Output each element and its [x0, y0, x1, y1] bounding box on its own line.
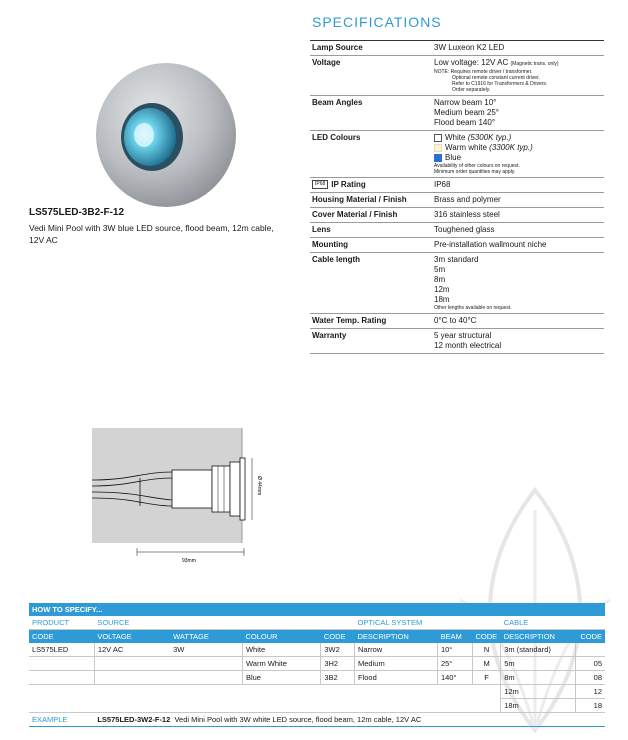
beam-angle: Medium beam 25° — [434, 108, 500, 117]
col-beam: BEAM — [437, 630, 472, 644]
spec-label: Water Temp. Rating — [312, 316, 387, 325]
colour-white: White — [445, 133, 466, 142]
example-content — [94, 713, 605, 727]
col-beam-code: CODE — [473, 630, 501, 644]
group-optical-system: OPTICAL SYSTEM — [355, 616, 501, 630]
spec-label: Lamp Source — [312, 43, 363, 52]
cable-length: 3m standard — [434, 255, 479, 264]
cell-cable-code — [575, 643, 605, 657]
cell-voltage — [94, 657, 170, 671]
spec-value — [432, 253, 604, 314]
table-row — [29, 657, 605, 671]
cable-length: 8m — [434, 275, 446, 284]
cell-cable: 12m — [501, 685, 575, 699]
blue-swatch-icon — [434, 154, 442, 162]
spec-label: Voltage — [312, 58, 341, 67]
spec-row-housing — [310, 193, 604, 208]
colour-note: Availability of other colours on request. — [434, 163, 520, 169]
group-product: PRODUCT — [29, 616, 94, 630]
spec-row-voltage — [310, 56, 604, 96]
warranty-item: 12 month electrical — [434, 341, 502, 350]
col-voltage: VOLTAGE — [94, 630, 170, 644]
cell-colour: Warm White — [242, 657, 320, 671]
colour-blue: Blue — [445, 153, 462, 162]
cell-optic: Narrow — [355, 643, 438, 657]
spec-row-led-colours — [310, 131, 604, 178]
cell-product — [29, 671, 94, 685]
col-description: DESCRIPTION — [355, 630, 438, 644]
voltage-note: Refer to C1916 for Transformers & Drivers. — [452, 81, 548, 87]
voltage-value: Low voltage: 12V AC — [434, 58, 509, 67]
spec-value: 0°C to 40°C — [434, 316, 477, 325]
colour-warm-white: Warm white — [445, 143, 487, 152]
specifications-table — [310, 40, 604, 354]
example-label: EXAMPLE — [29, 713, 94, 727]
cell-colour-code: 3W2 — [321, 643, 349, 657]
cell-voltage — [94, 671, 170, 685]
how-to-specify-title: HOW TO SPECIFY... — [29, 603, 605, 616]
cell-beam-code: M — [473, 657, 501, 671]
how-to-specify-title-row — [29, 603, 605, 616]
example-row — [29, 713, 605, 727]
cell-beam-code: N — [473, 643, 501, 657]
cell-colour-code: 3B2 — [321, 671, 349, 685]
cable-length: 18m — [434, 295, 450, 304]
column-header-row — [29, 630, 605, 644]
colour-warm-note: (3300K typ.) — [489, 143, 533, 152]
col-cable-description: DESCRIPTION — [501, 630, 575, 644]
example-text: Vedi Mini Pool with 3W white LED source, flood beam, 12m cable, 12V AC — [174, 715, 422, 724]
col-wattage: WATTAGE — [170, 630, 242, 644]
cell-cable-code: 08 — [575, 671, 605, 685]
beam-angle: Narrow beam 10° — [434, 98, 497, 107]
spec-label: Cover Material / Finish — [312, 210, 398, 219]
table-row — [29, 643, 605, 657]
spec-row-cable — [310, 253, 604, 314]
spec-value: Brass and polymer — [434, 195, 501, 204]
cell-colour: Blue — [242, 671, 320, 685]
cell-cable-code: 05 — [575, 657, 605, 671]
spec-row-lamp-source — [310, 41, 604, 56]
spec-value: Toughened glass — [434, 225, 495, 234]
beam-angle: Flood beam 140° — [434, 118, 496, 127]
spec-label: Cable length — [312, 255, 361, 264]
table-row — [29, 685, 605, 699]
spec-label: Lens — [312, 225, 331, 234]
spec-row-warranty — [310, 329, 604, 354]
spec-row-ip-rating — [310, 178, 604, 193]
cable-length: 5m — [434, 265, 446, 274]
cable-note: Other lengths available on request. — [434, 305, 512, 311]
cell-beam-code: F — [473, 671, 501, 685]
cell-voltage: 12V AC — [94, 643, 170, 657]
spec-value — [432, 56, 604, 96]
spec-value: IP68 — [434, 180, 451, 189]
voltage-value-note: (Magnetic trans. only) — [510, 61, 559, 67]
cell-wattage — [170, 657, 242, 671]
cell-beam: 25° — [437, 657, 472, 671]
spec-row-lens — [310, 223, 604, 238]
warm-white-swatch-icon — [434, 144, 442, 152]
cell-product: LS575LED — [29, 643, 94, 657]
spec-value — [432, 131, 604, 178]
cell-product — [29, 657, 94, 671]
cell-optic: Flood — [355, 671, 438, 685]
cell-cable: 3m (standard) — [501, 643, 575, 657]
spec-value: 316 stainless steel — [434, 210, 500, 219]
ip-rating-label: IP Rating — [331, 180, 366, 189]
product-photo — [88, 55, 248, 215]
diameter-dimension-label: Ø 44mm — [256, 476, 262, 496]
group-header-row — [29, 616, 605, 630]
ip68-badge-icon: IP68 — [312, 180, 328, 189]
spec-value: 3W Luxeon K2 LED — [434, 43, 505, 52]
product-description: Vedi Mini Pool with 3W blue LED source, flood beam, 12m cable, 12V AC — [29, 223, 274, 245]
example-code: LS575LED-3W2-F-12 — [97, 715, 171, 724]
cell-cable: 5m — [501, 657, 575, 671]
cell-cable: 8m — [501, 671, 575, 685]
spec-label: Beam Angles — [312, 98, 363, 107]
spec-label: LED Colours — [312, 133, 361, 142]
spec-value — [432, 329, 604, 354]
spec-value — [432, 96, 604, 131]
dimension-diagram — [92, 428, 272, 576]
cell-cable-code: 18 — [575, 699, 605, 713]
cell-cable-code: 12 — [575, 685, 605, 699]
cell-wattage: 3W — [170, 643, 242, 657]
colour-white-note: (5300K typ.) — [467, 133, 512, 142]
voltage-note: Optional remote constant current driver. — [452, 75, 540, 81]
cell-cable: 18m — [501, 699, 575, 713]
spec-label: Housing Material / Finish — [312, 195, 407, 204]
product-code: LS575LED-3B2-F-12 — [29, 207, 125, 218]
cable-length: 12m — [434, 285, 450, 294]
cell-colour-code: 3H2 — [321, 657, 349, 671]
col-code: CODE — [29, 630, 94, 644]
spec-label — [310, 178, 432, 193]
spec-row-water-temp — [310, 314, 604, 329]
voltage-note: NOTE: Requires remote driver / transformer. — [434, 69, 533, 75]
cell-beam: 10° — [437, 643, 472, 657]
colour-note: Minimum order quantities may apply. — [434, 169, 516, 175]
cell-beam: 140° — [437, 671, 472, 685]
cell-colour: White — [242, 643, 320, 657]
voltage-note: Order separately. — [452, 87, 491, 93]
group-source: SOURCE — [94, 616, 348, 630]
cell-wattage — [170, 671, 242, 685]
length-dimension-label: 93mm — [182, 558, 196, 564]
how-to-specify-table — [29, 603, 605, 727]
col-cable-code: CODE — [575, 630, 605, 644]
white-swatch-icon — [434, 134, 442, 142]
table-row — [29, 699, 605, 713]
spec-value: Pre-installation wallmount niche — [434, 240, 547, 249]
spec-row-mounting — [310, 238, 604, 253]
specifications-heading: SPECIFICATIONS — [312, 14, 442, 30]
spec-label: Mounting — [312, 240, 348, 249]
group-cable: CABLE — [501, 616, 605, 630]
table-row — [29, 671, 605, 685]
cell-optic: Medium — [355, 657, 438, 671]
col-colour: COLOUR — [242, 630, 320, 644]
warranty-item: 5 year structural — [434, 331, 492, 340]
spec-label: Warranty — [312, 331, 347, 340]
spec-row-beam-angles — [310, 96, 604, 131]
spec-row-cover — [310, 208, 604, 223]
col-colour-code: CODE — [321, 630, 349, 644]
